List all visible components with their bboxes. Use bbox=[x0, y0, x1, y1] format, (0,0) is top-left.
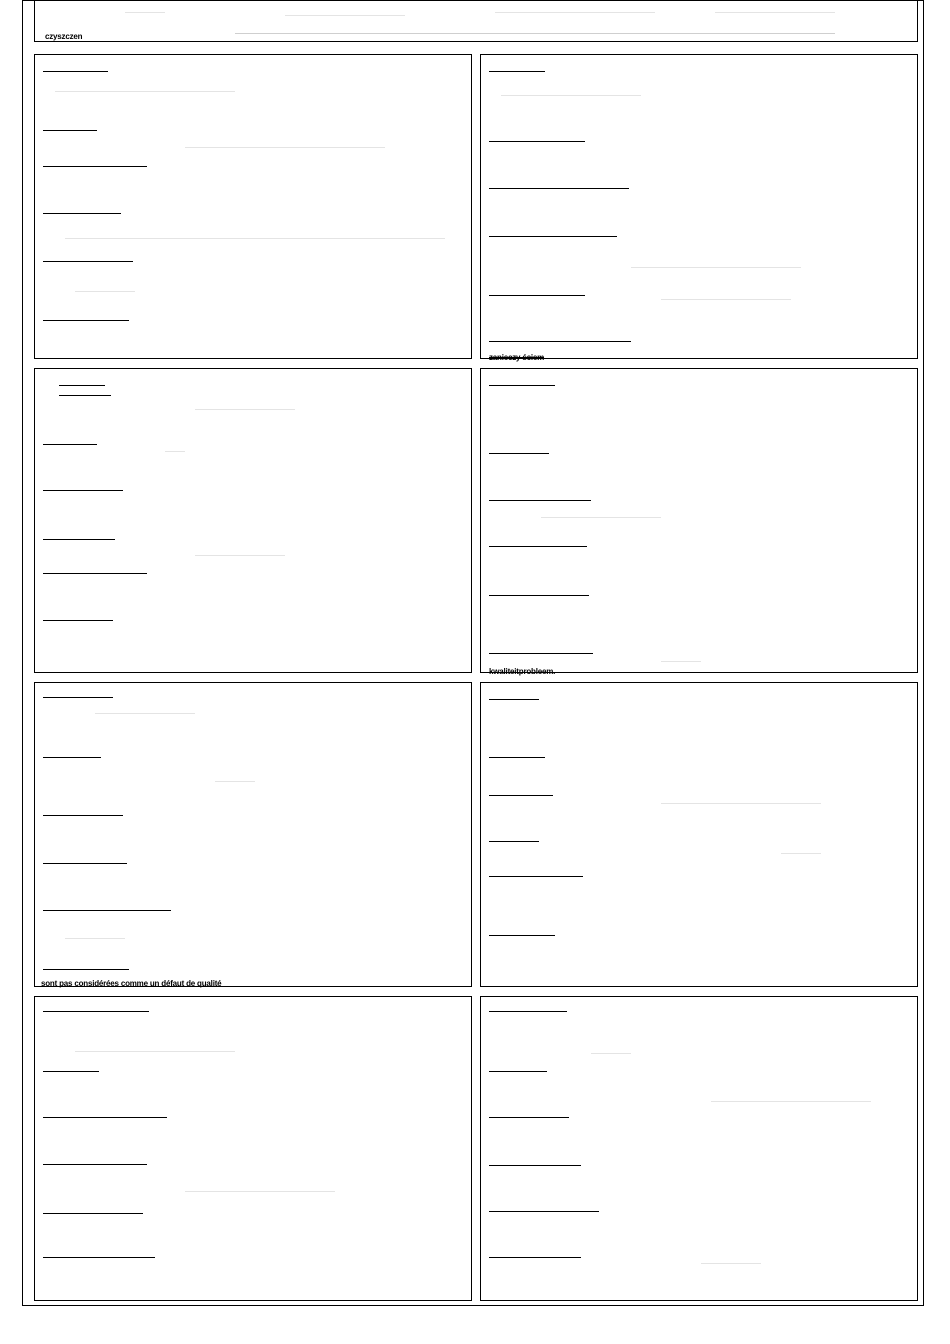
heading-rule bbox=[43, 1071, 99, 1072]
heading-rule bbox=[489, 795, 553, 796]
heading-rule bbox=[43, 71, 108, 72]
faint-text-line bbox=[501, 95, 641, 96]
heading-rule bbox=[43, 1213, 143, 1214]
heading-rule bbox=[489, 653, 593, 654]
heading-rule bbox=[489, 1211, 599, 1212]
heading-rule bbox=[59, 385, 105, 386]
heading-rule bbox=[43, 261, 133, 262]
heading-rule bbox=[489, 500, 591, 501]
heading-rule bbox=[489, 188, 629, 189]
heading-rule bbox=[43, 490, 123, 491]
heading-rule bbox=[489, 1117, 569, 1118]
heading-rule bbox=[489, 341, 631, 342]
heading-rule bbox=[489, 295, 585, 296]
heading-rule bbox=[43, 444, 97, 445]
heading-rule bbox=[489, 236, 617, 237]
faint-text-line bbox=[95, 713, 195, 714]
faint-text-line bbox=[661, 803, 821, 804]
faint-text-line bbox=[235, 33, 835, 34]
panel-r3-left bbox=[34, 682, 472, 987]
heading-rule bbox=[43, 757, 101, 758]
heading-rule bbox=[43, 539, 115, 540]
heading-rule bbox=[489, 699, 539, 700]
heading-rule bbox=[59, 395, 111, 396]
faint-text-line bbox=[591, 1053, 631, 1054]
panel-r2-left bbox=[34, 368, 472, 673]
header-label: czyszczen bbox=[45, 32, 83, 41]
panel-caption: zanieczy ściem bbox=[489, 353, 545, 362]
panel-r4-left bbox=[34, 996, 472, 1301]
heading-rule bbox=[43, 1117, 167, 1118]
panel-caption: sont pas considérées comme un défaut de qualité bbox=[41, 979, 222, 988]
heading-rule bbox=[43, 130, 97, 131]
faint-text-line bbox=[215, 781, 255, 782]
heading-rule bbox=[43, 1257, 155, 1258]
heading-rule bbox=[43, 1011, 149, 1012]
heading-rule bbox=[489, 546, 587, 547]
header-strip bbox=[34, 0, 918, 42]
heading-rule bbox=[489, 453, 549, 454]
heading-rule bbox=[489, 385, 555, 386]
faint-text-line bbox=[495, 12, 655, 13]
faint-text-line bbox=[715, 12, 835, 13]
heading-rule bbox=[489, 1165, 581, 1166]
faint-text-line bbox=[631, 267, 801, 268]
heading-rule bbox=[489, 935, 555, 936]
faint-text-line bbox=[125, 12, 165, 13]
faint-text-line bbox=[701, 1263, 761, 1264]
panel-r3-right bbox=[480, 682, 918, 987]
heading-rule bbox=[489, 1257, 581, 1258]
heading-rule bbox=[43, 620, 113, 621]
faint-text-line bbox=[195, 409, 295, 410]
faint-text-line bbox=[661, 661, 701, 662]
faint-text-line bbox=[541, 517, 661, 518]
heading-rule bbox=[489, 1071, 547, 1072]
faint-text-line bbox=[165, 451, 185, 452]
heading-rule bbox=[43, 213, 121, 214]
heading-rule bbox=[489, 71, 545, 72]
panel-r1-left bbox=[34, 54, 472, 359]
heading-rule bbox=[43, 166, 147, 167]
heading-rule bbox=[489, 757, 545, 758]
faint-text-line bbox=[711, 1101, 871, 1102]
heading-rule bbox=[43, 1164, 147, 1165]
panel-caption: kwaliteitprobleem. bbox=[489, 667, 556, 676]
faint-text-line bbox=[75, 291, 135, 292]
faint-text-line bbox=[55, 91, 235, 92]
faint-text-line bbox=[195, 555, 285, 556]
faint-text-line bbox=[65, 938, 125, 939]
faint-text-line bbox=[185, 147, 385, 148]
heading-rule bbox=[489, 141, 585, 142]
heading-rule bbox=[43, 815, 123, 816]
heading-rule bbox=[43, 573, 147, 574]
heading-rule bbox=[43, 697, 113, 698]
panel-r4-right bbox=[480, 996, 918, 1301]
heading-rule bbox=[43, 320, 129, 321]
heading-rule bbox=[43, 863, 127, 864]
faint-text-line bbox=[65, 238, 445, 239]
faint-text-line bbox=[75, 1051, 235, 1052]
faint-text-line bbox=[285, 15, 405, 16]
panel-r2-right bbox=[480, 368, 918, 676]
faint-text-line bbox=[185, 1191, 335, 1192]
heading-rule bbox=[489, 1011, 567, 1012]
heading-rule bbox=[489, 595, 589, 596]
faint-text-line bbox=[661, 299, 791, 300]
panel-r1-right bbox=[480, 54, 918, 362]
heading-rule bbox=[43, 910, 171, 911]
heading-rule bbox=[489, 876, 583, 877]
heading-rule bbox=[43, 969, 129, 970]
heading-rule bbox=[489, 841, 539, 842]
faint-text-line bbox=[781, 853, 821, 854]
